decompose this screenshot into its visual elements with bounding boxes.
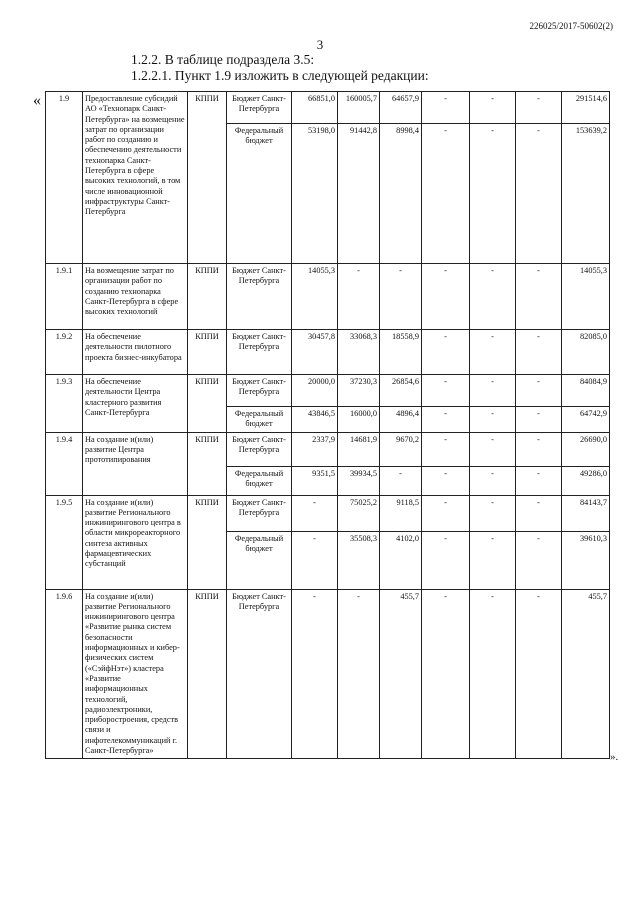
year-value: - (292, 531, 338, 589)
year-value: 35508,3 (338, 531, 380, 589)
year-value: 20000,0 (292, 375, 338, 407)
row-number: 1.9.2 (46, 330, 83, 375)
year-value: 16000,0 (338, 407, 380, 433)
total-value: 49286,0 (562, 466, 610, 495)
year-value: - (292, 495, 338, 531)
funding-source: Федеральный бюджет (227, 466, 292, 495)
year-value: - (422, 264, 470, 330)
year-value: - (516, 531, 562, 589)
year-value: - (470, 589, 516, 759)
funding-source: Федеральный бюджет (227, 407, 292, 433)
year-value: - (516, 124, 562, 264)
measure-description: Предоставление субсидий АО «Технопарк Санкт-Петербурга» на возмещение затрат по организации работ по созданию и обеспечению деятельности технопарка Санкт-Петербурга в сфере высоких технологий, в том числе инновационной инфраструктуры Санкт-Петербурга (83, 92, 188, 264)
year-value: 30457,8 (292, 330, 338, 375)
year-value: - (380, 264, 422, 330)
table-row (46, 330, 610, 375)
measure-description: На обеспечение деятельности пилотного проекта бизнес-инкубатора (83, 330, 188, 375)
year-value: - (470, 495, 516, 531)
year-value: 75025,2 (338, 495, 380, 531)
year-value: - (516, 407, 562, 433)
measure-description: На создание и(или) развитие Регионального инжинирингового центра в области микрореакторного синтеза активных фармацевтических субстанций (83, 495, 188, 589)
measure-description: На возмещение затрат по организации работ по созданию технопарка Санкт-Петербурга в сфере высоких технологий (83, 264, 188, 330)
year-value: 91442,8 (338, 124, 380, 264)
year-value: - (470, 432, 516, 466)
executor: КППИ (188, 330, 227, 375)
year-value: - (422, 531, 470, 589)
heading-line-2: 1.2.2.1. Пункт 1.9 изложить в следующей редакции: (131, 68, 429, 83)
executor: КППИ (188, 432, 227, 495)
year-value: 26854,6 (380, 375, 422, 407)
executor: КППИ (188, 264, 227, 330)
row-number: 1.9.6 (46, 589, 83, 759)
total-value: 14055,3 (562, 264, 610, 330)
year-value: - (422, 124, 470, 264)
total-value: 291514,6 (562, 92, 610, 124)
year-value: 8998,4 (380, 124, 422, 264)
year-value: 37230,3 (338, 375, 380, 407)
row-number: 1.9.5 (46, 495, 83, 589)
funding-source: Бюджет Санкт-Петербурга (227, 92, 292, 124)
year-value: 39934,5 (338, 466, 380, 495)
total-value: 84143,7 (562, 495, 610, 531)
total-value: 39610,3 (562, 531, 610, 589)
year-value: 4896,4 (380, 407, 422, 433)
year-value: - (516, 330, 562, 375)
executor: КППИ (188, 375, 227, 433)
measure-description: На обеспечение деятельности Центра кластерного развития Санкт-Петербурга (83, 375, 188, 433)
year-value: 64657,9 (380, 92, 422, 124)
year-value: - (516, 466, 562, 495)
year-value: 14055,3 (292, 264, 338, 330)
year-value: 14681,9 (338, 432, 380, 466)
year-value: 9351,5 (292, 466, 338, 495)
row-number: 1.9.3 (46, 375, 83, 433)
total-value: 26690,0 (562, 432, 610, 466)
year-value: 53198,0 (292, 124, 338, 264)
page-number: 3 (316, 37, 324, 52)
funding-source: Бюджет Санкт-Петербурга (227, 432, 292, 466)
heading-line-1: 1.2.2. В таблице подраздела 3.5: (131, 52, 315, 67)
year-value: 43846,5 (292, 407, 338, 433)
table-row (46, 92, 610, 124)
year-value: - (516, 589, 562, 759)
year-value: - (422, 407, 470, 433)
funding-source: Федеральный бюджет (227, 124, 292, 264)
funding-source: Бюджет Санкт-Петербурга (227, 330, 292, 375)
table-row (46, 495, 610, 531)
year-value: - (470, 124, 516, 264)
year-value: - (516, 432, 562, 466)
funding-source: Федеральный бюджет (227, 531, 292, 589)
year-value: - (470, 466, 516, 495)
year-value: 66851,0 (292, 92, 338, 124)
year-value: - (422, 466, 470, 495)
table-row (46, 264, 610, 330)
year-value: - (292, 589, 338, 759)
year-value: - (422, 495, 470, 531)
year-value: - (422, 92, 470, 124)
year-value: 33068,3 (338, 330, 380, 375)
table-row (46, 375, 610, 407)
table-row (46, 589, 610, 759)
year-value: 160005,7 (338, 92, 380, 124)
year-value: - (422, 589, 470, 759)
year-value: - (338, 264, 380, 330)
year-value: - (470, 407, 516, 433)
year-value: 2337,9 (292, 432, 338, 466)
closing-quote: ». (610, 751, 619, 763)
funding-source: Бюджет Санкт-Петербурга (227, 264, 292, 330)
funding-source: Бюджет Санкт-Петербурга (227, 495, 292, 531)
total-value: 64742,9 (562, 407, 610, 433)
year-value: - (338, 589, 380, 759)
year-value: 9118,5 (380, 495, 422, 531)
row-number: 1.9.1 (46, 264, 83, 330)
year-value: - (422, 375, 470, 407)
year-value: - (470, 92, 516, 124)
opening-quote: « (33, 92, 41, 109)
year-value: - (516, 375, 562, 407)
year-value: - (516, 264, 562, 330)
executor: КППИ (188, 589, 227, 759)
total-value: 82085,0 (562, 330, 610, 375)
row-number: 1.9.4 (46, 432, 83, 495)
document-number: 226025/2017-50602(2) (529, 21, 613, 31)
row-number: 1.9 (46, 92, 83, 264)
measure-description: На создание и(или) развитие Центра прототипирования (83, 432, 188, 495)
year-value: - (422, 330, 470, 375)
total-value: 455,7 (562, 589, 610, 759)
year-value: - (516, 92, 562, 124)
year-value: - (470, 531, 516, 589)
funding-source: Бюджет Санкт-Петербурга (227, 375, 292, 407)
table-row (46, 432, 610, 466)
year-value: 18558,9 (380, 330, 422, 375)
year-value: - (422, 432, 470, 466)
year-value: - (470, 375, 516, 407)
year-value: - (470, 264, 516, 330)
year-value: - (516, 495, 562, 531)
total-value: 84084,9 (562, 375, 610, 407)
year-value: 9670,2 (380, 432, 422, 466)
executor: КППИ (188, 495, 227, 589)
budget-table (45, 91, 610, 759)
funding-source: Бюджет Санкт-Петербурга (227, 589, 292, 759)
executor: КППИ (188, 92, 227, 264)
year-value: - (470, 330, 516, 375)
year-value: - (380, 466, 422, 495)
measure-description: На создание и(или) развитие Регионального инжинирингового центра «Развитие рынка систем безопасности информационных и кибер-физических систем («СэйфНэт») кластера «Развитие информационных технологий, радиоэлектроники, приборостроения, средств связи и инфотелекоммуникаций г. Санкт-Петербурга» (83, 589, 188, 759)
year-value: 4102,0 (380, 531, 422, 589)
total-value: 153639,2 (562, 124, 610, 264)
year-value: 455,7 (380, 589, 422, 759)
